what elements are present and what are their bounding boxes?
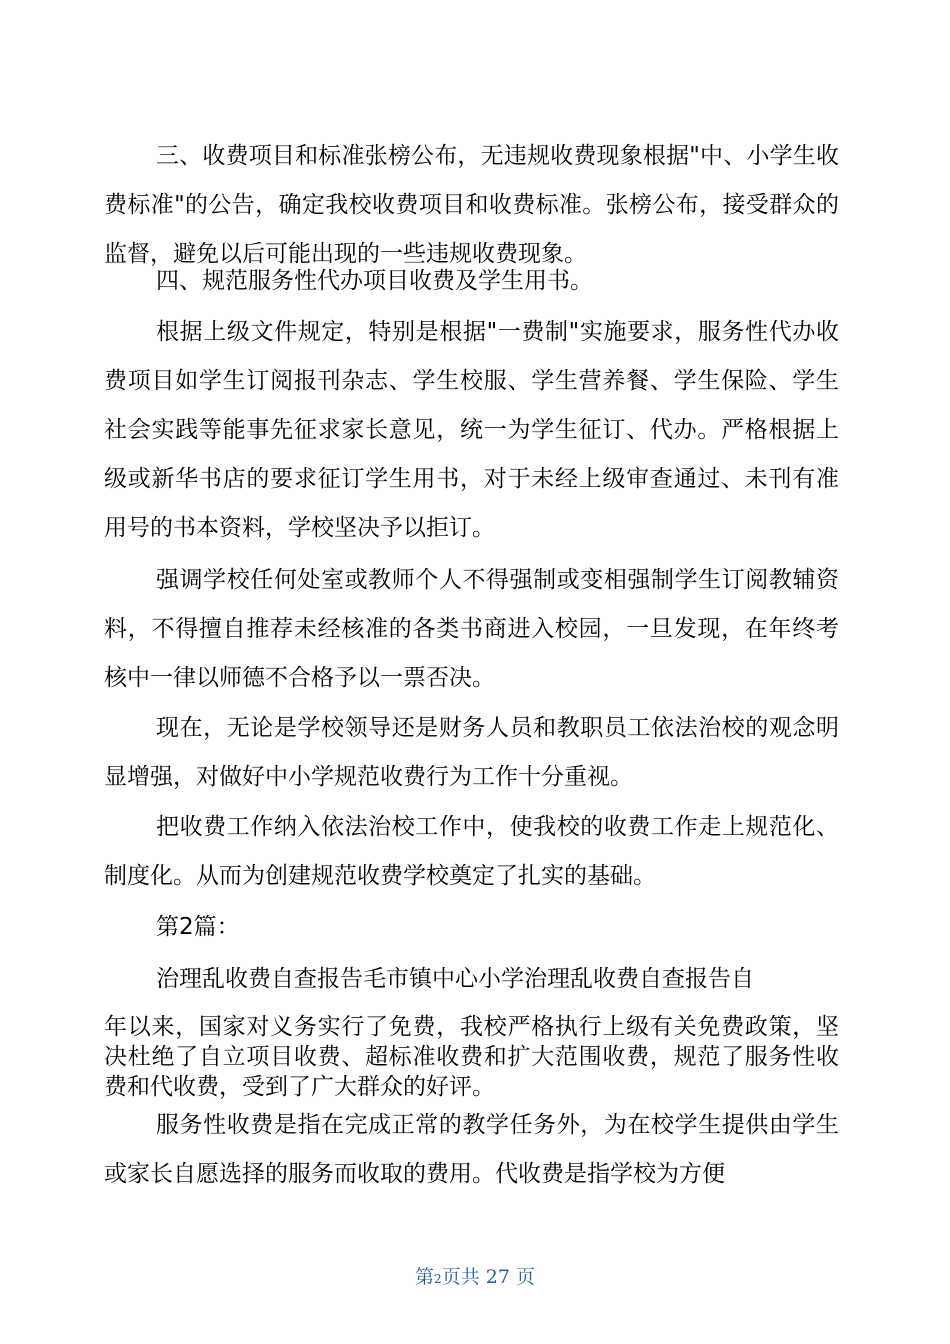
footer-prefix: 第 [415,1266,435,1288]
paragraph-institutionalization: 把收费工作纳入依法治校工作中，使我校的收费工作走上规范化、制度化。从而为创建规范收费学校奠定了扎实的基础。 [104,814,839,889]
paragraph-awareness-enhanced: 现在，无论是学校领导还是财务人员和教职员工依法治校的观念明显增强，对做好中小学规范收费行为工作十分重视。 [104,715,839,790]
section-heading-part-2: 第2篇： [156,914,240,940]
paragraph-report-title: 治理乱收费自查报告毛市镇中心小学治理乱收费自查报告自 [156,966,754,992]
footer-suffix: 页共 27 页 [441,1266,535,1288]
page-footer [0,1262,950,1289]
footer-page-number: 2 [434,1272,442,1286]
paragraph-teaching-materials-ban: 强调学校任何处室或教师个人不得强制或变相强制学生订阅教辅资料，不得擅自推荐未经核准的各类书商进入校园，一旦发现，在年终考核中一律以师德不合格予以一票否决。 [104,567,839,691]
paragraph-fee-items-publicized: 三、收费项目和标准张榜公布，无违规收费现象根据"中、小学生收费标准"的公告，确定我校收费项目和收费标准。张榜公布，接受群众的监督，避免以后可能出现的一些违规收费现象。 [104,143,839,267]
paragraph-one-fee-system: 根据上级文件规定，特别是根据"一费制"实施要求，服务性代办收费项目如学生订阅报刊杂志、学生校服、学生营养餐、学生保险、学生社会实践等能事先征求家长意见，统一为学生征订、代办。严格根据上级或新华书店的要求征订学生用书，对于未经上级审查通过、未刊有准用号的书本资料，学校坚决予以拒订。 [104,319,839,541]
paragraph-service-fee-definition: 服务性收费是指在完成正常的教学任务外，为在校学生提供由学生或家长自愿选择的服务而收取的费用。代收费是指学校为方便 [104,1112,839,1187]
paragraph-free-education-policy: 年以来，国家对义务实行了免费，我校严格执行上级有关免费政策，坚决杜绝了自立项目收费、超标准收费和扩大范围收费，规范了服务性收费和代收费，受到了广大群众的好评。 [104,1014,839,1100]
paragraph-section-four-heading: 四、规范服务性代办项目收费及学生用书。 [156,268,593,294]
